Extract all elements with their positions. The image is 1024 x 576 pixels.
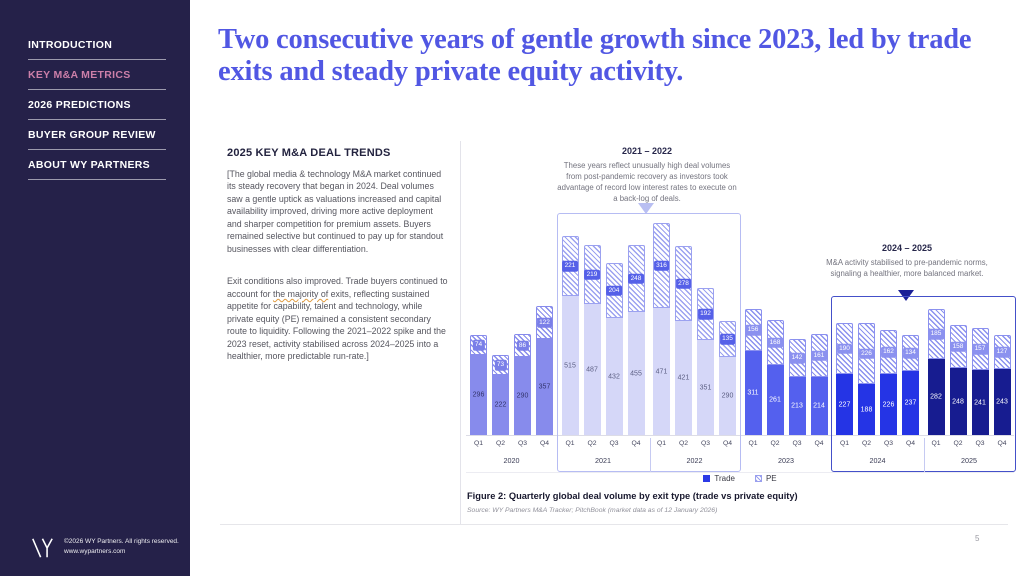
- pe-value-badge: 74: [472, 340, 484, 351]
- bar-trade-2024-q2: [858, 384, 875, 435]
- pe-value-badge: 316: [654, 260, 670, 271]
- sidebar-item-2026-predictions[interactable]: 2026 PREDICTIONS: [28, 90, 166, 120]
- bar-trade-2022-q4: [719, 357, 736, 435]
- pe-value-badge: 190: [837, 343, 853, 354]
- trade-value: 282: [930, 393, 942, 401]
- bar-pe-2020-q3: [514, 334, 531, 357]
- bar-pe-2024-q3: [880, 330, 897, 374]
- sidebar-footer: [30, 537, 179, 564]
- paragraph-exit-conditions: Exit conditions also improved. Trade buyers continued to account for the majority of exits, reflecting sustained appetite for capability, talent and technology, while private equity (PE) remained a consistent secondary route to liquidity. Following the 2021–2022 spike and the 2023 reset, activity stabilised across 2024–2025 into a healthier, more predictable run-rate.]: [227, 276, 448, 362]
- label-band-line: [466, 472, 1014, 473]
- annotation-text: These years reflect unusually high deal volumes from post-pandemic recovery as investors took advantage of record low interest rates to execute on a back-log of deals.: [557, 161, 737, 204]
- footer-divider: [220, 524, 1008, 525]
- bar-pe-2022-q3: [697, 288, 714, 340]
- bar-trade-2025-q2: [950, 368, 967, 435]
- bar-pe-2025-q2: [950, 325, 967, 368]
- bar-trade-2020-q1: [470, 355, 487, 435]
- trade-value: 237: [904, 399, 917, 407]
- trade-value: 248: [952, 398, 964, 405]
- x-tick-q1-2020: Q1: [473, 440, 484, 447]
- x-tick-q4-2023: Q4: [814, 440, 824, 447]
- pe-value-badge: 161: [811, 350, 827, 361]
- trade-value: 296: [472, 391, 485, 399]
- trade-value: 487: [586, 366, 598, 373]
- trade-value: 455: [630, 370, 642, 377]
- sidebar-item-buyer-group-review[interactable]: BUYER GROUP REVIEW: [28, 120, 166, 150]
- bar-pe-2022-q1: [653, 223, 670, 308]
- pe-value-badge: 185: [928, 329, 944, 340]
- bar-trade-2020-q3: [514, 357, 531, 435]
- footer-text: [64, 537, 179, 558]
- x-tick-q2-2022: Q2: [678, 440, 689, 447]
- x-tick-q1-2021: Q1: [565, 440, 575, 447]
- x-group-label-2021: 2021: [595, 456, 611, 465]
- bar-trade-2022-q1: [653, 308, 670, 435]
- bar-pe-2021-q3: [606, 263, 623, 318]
- bar-trade-2024-q4: [902, 371, 919, 435]
- trade-value: 226: [882, 401, 895, 408]
- x-tick-q3-2024: Q3: [883, 440, 894, 447]
- bar-pe-2021-q2: [584, 245, 601, 304]
- wy-logo-icon: [30, 537, 54, 564]
- bar-pe-2022-q4: [719, 321, 736, 357]
- copyright-text: ©2026 WY Partners. All rights reserved.: [64, 538, 179, 545]
- pe-value-badge: 192: [698, 309, 714, 320]
- stacked-bar-chart: [470, 210, 1016, 476]
- pe-value-badge: 248: [628, 273, 644, 284]
- bar-trade-2021-q1: [562, 296, 579, 435]
- trade-value: 290: [721, 392, 734, 400]
- x-tick-q3-2022: Q3: [700, 440, 711, 447]
- pe-value-badge: 142: [789, 353, 805, 364]
- chart-legend: [470, 474, 1010, 483]
- x-tick-q1-2024: Q1: [839, 440, 850, 447]
- trade-value: 432: [608, 373, 620, 380]
- legend-item-trade: [703, 474, 735, 483]
- bar-pe-2020-q1: [470, 335, 487, 355]
- x-group-label-2020: 2020: [503, 456, 520, 465]
- x-tick-q1-2023: Q1: [748, 440, 758, 447]
- bar-pe-2021-q4: [628, 245, 645, 312]
- bar-trade-2025-q4: [994, 369, 1011, 435]
- trade-value: 261: [769, 396, 781, 404]
- trade-value: 515: [564, 362, 576, 369]
- x-tick-q3-2023: Q3: [792, 440, 802, 447]
- bar-pe-2025-q1: [928, 309, 945, 359]
- bar-pe-2024-q4: [902, 335, 919, 371]
- x-tick-q2-2020: Q2: [495, 440, 506, 447]
- x-tick-q1-2025: Q1: [931, 440, 941, 447]
- pe-value-badge: 162: [881, 347, 897, 358]
- x-tick-q3-2020: Q3: [517, 440, 528, 447]
- sidebar-nav: [28, 30, 166, 180]
- x-tick-q2-2021: Q2: [587, 440, 597, 447]
- x-tick-q4-2021: Q4: [631, 440, 641, 447]
- legend-label: Trade: [714, 474, 735, 483]
- trade-value: 227: [838, 401, 851, 408]
- trade-value: 357: [538, 383, 551, 391]
- figure-caption: Figure 2: Quarterly global deal volume by exit type (trade vs private equity): [467, 491, 798, 501]
- pe-value-badge: 86: [516, 340, 528, 351]
- bar-pe-2023-q2: [767, 320, 784, 365]
- trade-swatch-icon: [703, 475, 710, 482]
- x-tick-q2-2025: Q2: [953, 440, 963, 447]
- x-tick-q3-2025: Q3: [975, 440, 985, 447]
- x-tick-q4-2020: Q4: [539, 440, 550, 447]
- bar-trade-2023-q1: [745, 351, 762, 435]
- x-tick-q4-2025: Q4: [997, 440, 1007, 447]
- bar-pe-2021-q1: [562, 236, 579, 296]
- bar-pe-2023-q4: [811, 334, 828, 377]
- bar-pe-2020-q2: [492, 355, 509, 375]
- pe-value-badge: 134: [903, 348, 919, 359]
- x-tick-q3-2021: Q3: [609, 440, 619, 447]
- pe-value-badge: 73: [494, 360, 506, 371]
- pe-value-badge: 221: [562, 261, 578, 272]
- x-group-label-2024: 2024: [869, 456, 886, 465]
- bar-trade-2021-q4: [628, 312, 645, 435]
- sidebar-item-key-m-a-metrics[interactable]: KEY M&A METRICS: [28, 60, 166, 90]
- pe-value-badge: 157: [972, 344, 988, 355]
- annotation-range: 2021 – 2022: [621, 146, 673, 156]
- bar-pe-2023-q1: [745, 309, 762, 351]
- bar-trade-2021-q2: [584, 304, 601, 435]
- legend-label: PE: [765, 474, 777, 483]
- page-number: 5: [975, 534, 980, 543]
- section-heading: 2025 KEY M&A DEAL TRENDS: [227, 147, 391, 159]
- pe-value-badge: 168: [767, 337, 783, 348]
- bar-pe-2025-q3: [972, 328, 989, 370]
- pe-value-badge: 158: [950, 341, 966, 352]
- annotation-range: 2024 – 2025: [881, 243, 933, 253]
- legend-item-pe: [755, 474, 777, 483]
- bar-trade-2024-q3: [880, 374, 897, 435]
- trade-value: 311: [747, 389, 759, 397]
- bar-trade-2020-q2: [492, 375, 509, 435]
- trade-value: 222: [494, 401, 507, 409]
- trade-value: 213: [791, 402, 803, 410]
- sidebar: [0, 0, 190, 576]
- annotation-text: M&A activity stabilised to pre-pandemic norms, signaling a healthier, more balanced market.: [826, 258, 988, 279]
- paragraph-market-recovery: [The global media & technology M&A market continued its steady recovery that began in 2024. Deal volumes saw a gentle uptick as valuations increased and capital availability improved, driving more active deployment and sharper competition for premium assets. Buyers remained selective but continued to pay up for standout businesses with clear differentiation.: [227, 169, 444, 254]
- deal-trends-section: [227, 147, 448, 383]
- column-divider: [460, 141, 461, 525]
- x-tick-q4-2022: Q4: [722, 440, 733, 447]
- trade-value: 241: [974, 399, 986, 406]
- trade-value: 290: [516, 392, 529, 400]
- pe-value-badge: 278: [676, 278, 692, 289]
- bar-pe-2022-q2: [675, 246, 692, 321]
- bar-trade-2022-q3: [697, 340, 714, 435]
- trade-value: 421: [677, 374, 690, 382]
- trade-value: 243: [996, 398, 1008, 406]
- bar-trade-2020-q4: [536, 339, 553, 435]
- bar-pe-2024-q2: [858, 323, 875, 384]
- x-tick-q2-2023: Q2: [770, 440, 780, 447]
- bar-trade-2025-q1: [928, 359, 945, 435]
- trade-value: 214: [813, 402, 825, 410]
- trade-value: 471: [655, 368, 668, 375]
- trade-value: 351: [699, 384, 712, 391]
- x-group-label-2023: 2023: [778, 456, 794, 465]
- bar-pe-2024-q1: [836, 323, 853, 374]
- x-group-label-2022: 2022: [686, 456, 703, 465]
- bar-trade-2022-q2: [675, 321, 692, 435]
- bar-pe-2020-q4: [536, 306, 553, 339]
- annotation-2021-2022: [556, 146, 738, 204]
- pe-value-badge: 156: [745, 325, 761, 336]
- bar-trade-2023-q3: [789, 377, 806, 435]
- pe-value-badge: 135: [720, 334, 736, 345]
- figure-source: Source: WY Partners M&A Tracker; PitchBook (market data as of 12 January 2026): [467, 507, 718, 514]
- bar-pe-2023-q3: [789, 339, 806, 377]
- x-tick-q2-2024: Q2: [861, 440, 872, 447]
- pe-value-badge: 127: [994, 347, 1010, 358]
- trade-value: 188: [860, 406, 873, 413]
- bar-trade-2025-q3: [972, 370, 989, 435]
- pe-swatch-icon: [755, 475, 762, 482]
- pe-value-badge: 204: [606, 285, 622, 296]
- x-tick-q1-2022: Q1: [656, 440, 667, 447]
- bar-trade-2023-q2: [767, 365, 784, 435]
- sidebar-item-introduction[interactable]: INTRODUCTION: [28, 30, 166, 60]
- spellcheck-flagged-phrase: the majority of: [272, 288, 329, 299]
- website-link[interactable]: www.wypartners.com: [64, 548, 126, 556]
- x-tick-q4-2024: Q4: [905, 440, 916, 447]
- page-title: Two consecutive years of gentle growth since 2023, led by trade exits and steady private equity activity.: [218, 24, 972, 88]
- bar-trade-2024-q1: [836, 374, 853, 435]
- x-group-label-2025: 2025: [961, 456, 977, 465]
- sidebar-item-about-wy-partners[interactable]: ABOUT WY PARTNERS: [28, 150, 166, 180]
- bar-trade-2023-q4: [811, 377, 828, 435]
- pe-value-badge: 122: [537, 317, 553, 328]
- pe-value-badge: 219: [584, 269, 600, 280]
- bar-trade-2021-q3: [606, 318, 623, 435]
- bar-pe-2025-q4: [994, 335, 1011, 369]
- pe-value-badge: 226: [859, 348, 875, 359]
